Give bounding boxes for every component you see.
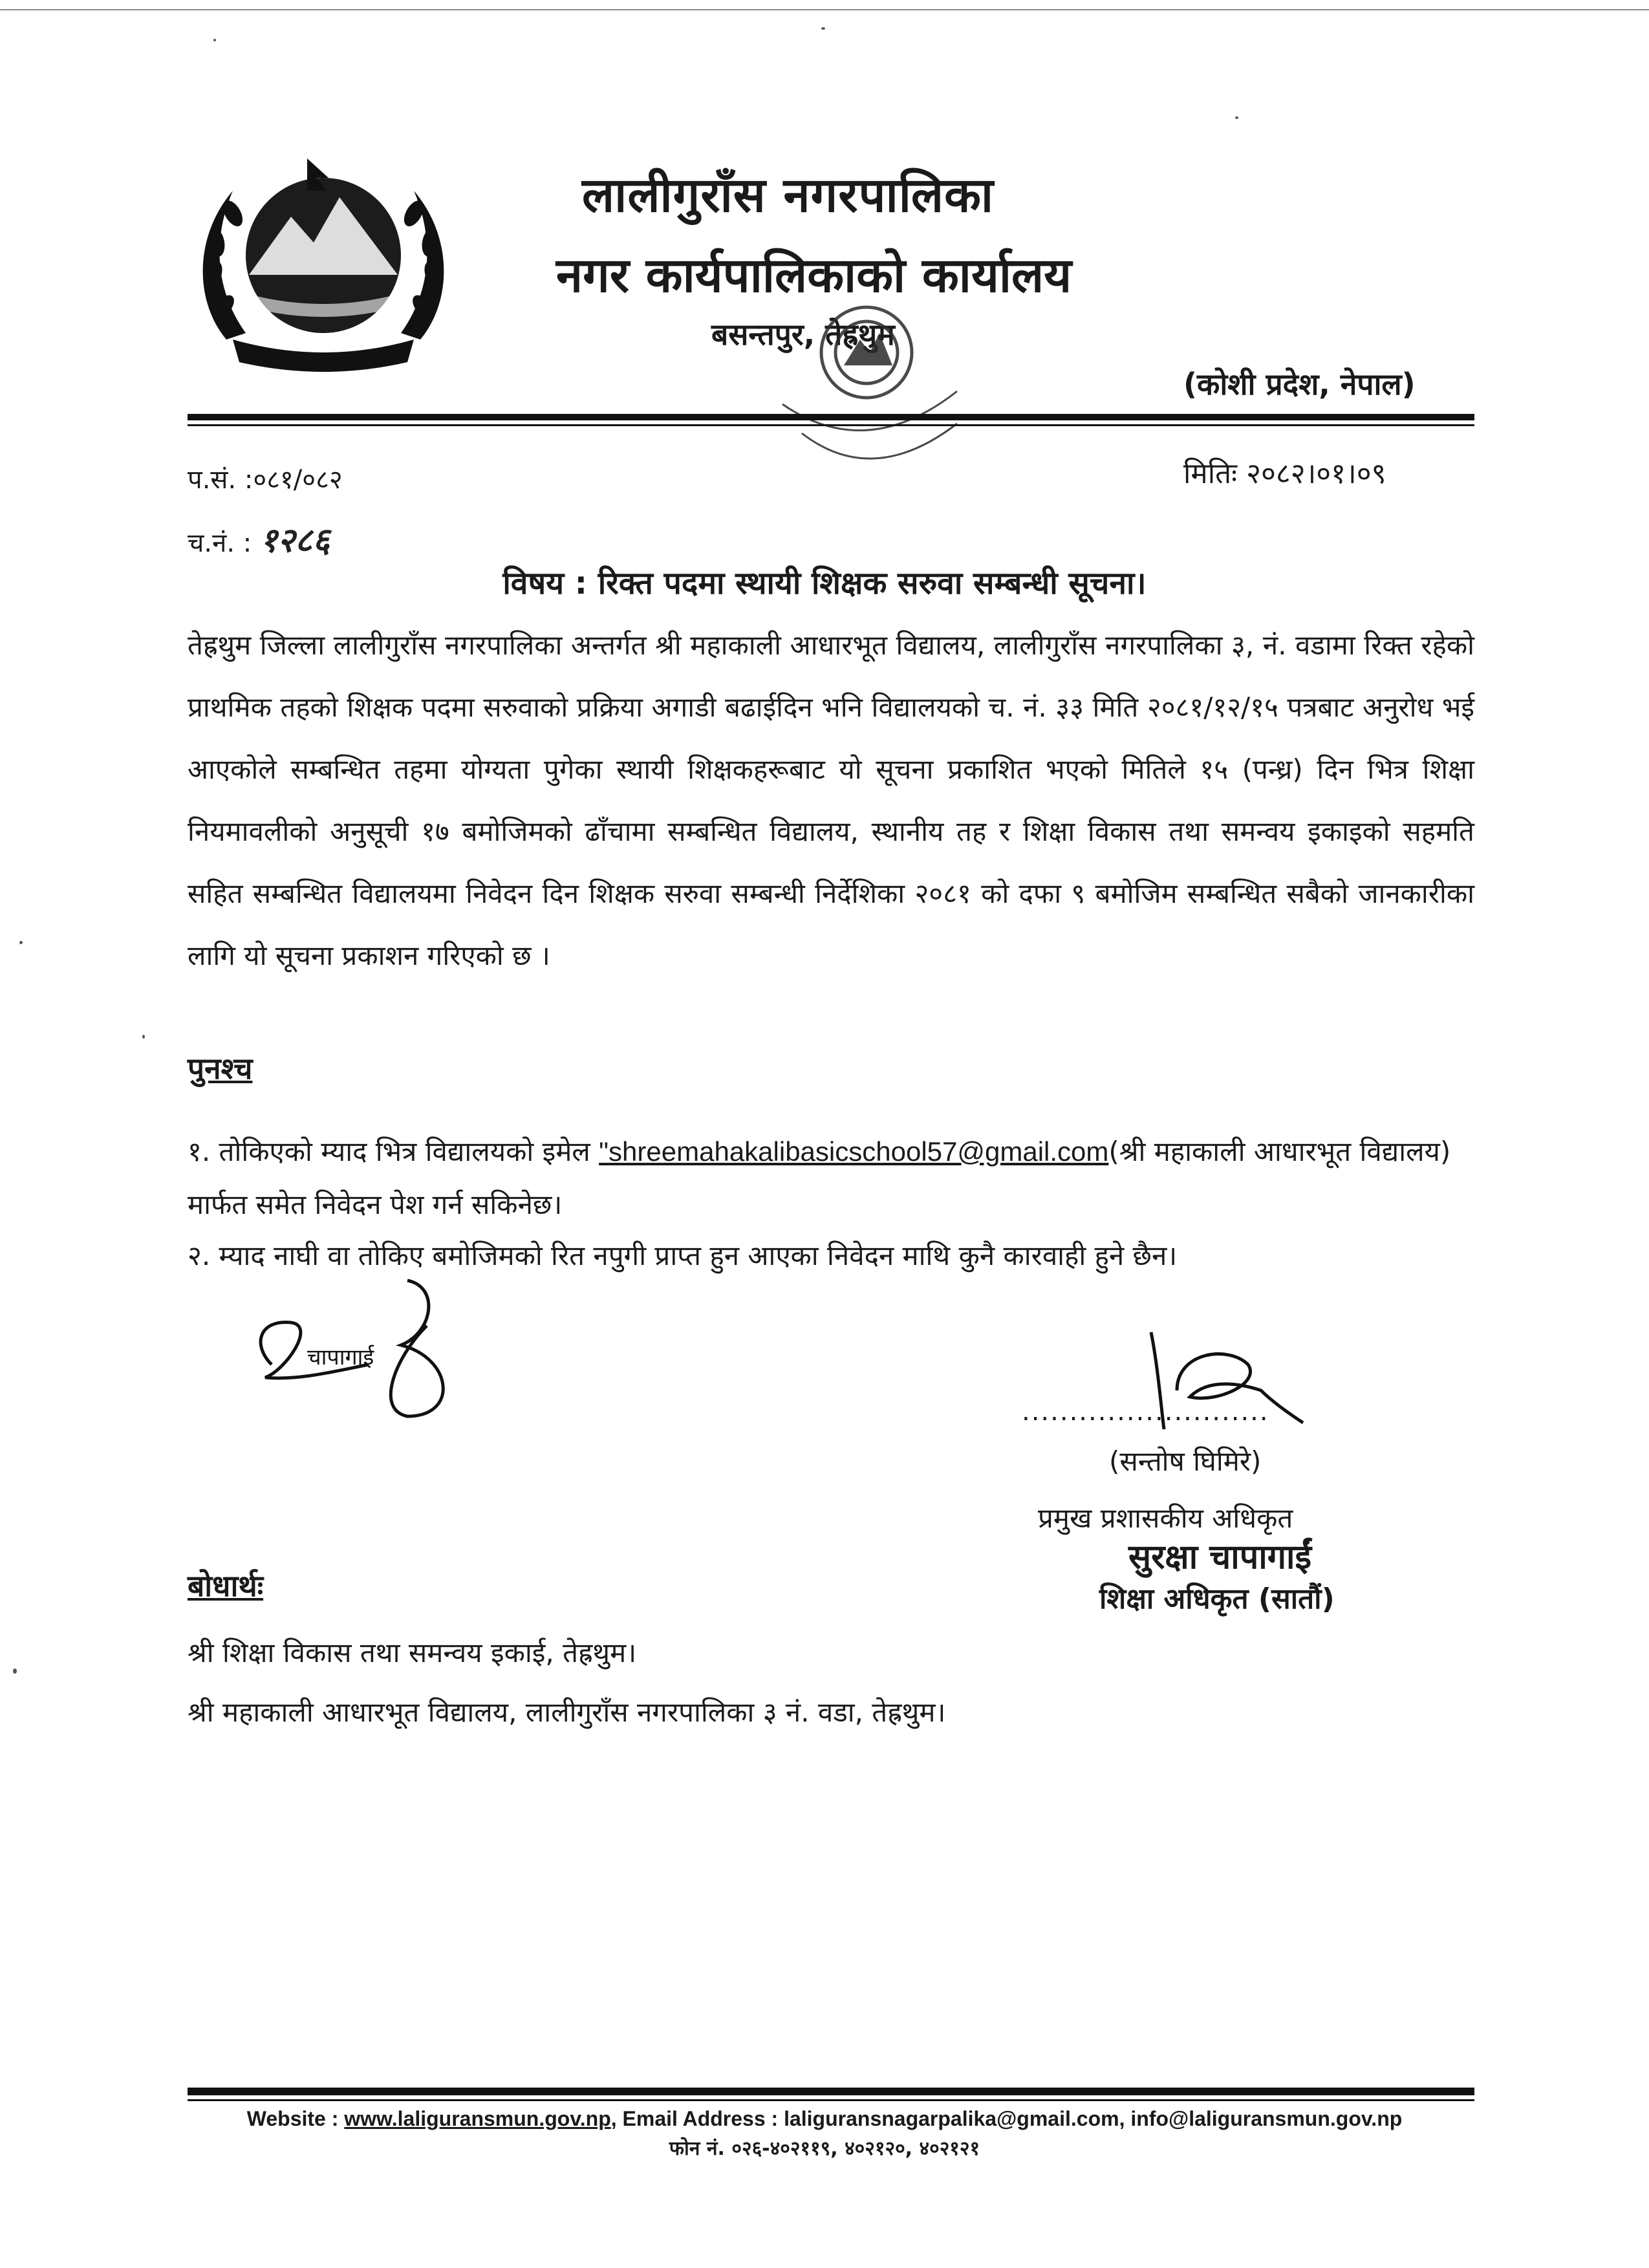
cc-list: [188, 1623, 945, 1742]
footer-divider-thin: [188, 2099, 1474, 2101]
postscript-heading: पुनश्च: [188, 1051, 253, 1086]
postscript-item-1: [188, 1125, 1474, 1231]
dispatch-number: [188, 516, 330, 562]
website-label: Website :: [246, 2107, 345, 2130]
letter-date: [1183, 453, 1386, 491]
notice-body: तेह्रथुम जिल्ला लालीगुराँस नगरपालिका अन्तर्गत श्री महाकाली आधारभूत विद्यालय, लालीगुराँस नगरपालिका ३, नं. वडामा रिक्त रहेको प्राथमिक तहको शिक्षक पदमा सरुवाको प्रक्रिया अगाडी बढाईदिन भनि विद्यालयको च. नं. ३३ मिति २०८१/१२/१५ पत्रबाट अनुरोध भई आएकोले सम्बन्धित तहमा योग्यता पुगेका स्थायी शिक्षकहरूबाट यो सूचना प्रकाशित भएको मितिले १५ (पन्ध्र) दिन भित्र शिक्षा नियमावलीको अनुसूची १७ बमोजिमको ढाँचामा सम्बन्धित विद्यालय, स्थानीय तह र शिक्षा विकास तथा समन्वय इकाइको सहमति सहित सम्बन्धित विद्यालयमा निवेदन दिन शिक्षक सरुवा सम्बन्धी निर्देशिका २०८१ को दफा ९ बमोजिम सम्बन्धित सबैको जानकारीका लागि यो सूचना प्रकाशन गरिएको छ ।: [188, 629, 1474, 971]
school-email-link[interactable]: "shreemahakalibasicschool57@gmail.com: [599, 1136, 1109, 1167]
office-name: नगर कार्यपालिकाको कार्यालय: [556, 248, 1072, 303]
signatory-name: (सन्तोष घिमिरे): [1109, 1445, 1262, 1477]
reference-label: प.सं. :: [188, 465, 253, 495]
footer-phone: फोन नं. ०२६-४०२११९, ४०२१२०, ४०२१२१: [669, 2137, 980, 2160]
org-name: लालीगुराँस नगरपालिका: [582, 167, 995, 223]
subject-text: रिक्त पदमा स्थायी शिक्षक सरुवा सम्बन्धी सूचना।: [598, 565, 1147, 601]
reference-number: [188, 460, 343, 496]
date-label: मितिः: [1183, 457, 1238, 490]
second-signatory-name: सुरक्षा चापागाईं: [1128, 1538, 1312, 1577]
subject-label: विषय :: [502, 565, 587, 601]
date-value: २०८२।०१।०९: [1246, 457, 1386, 490]
scan-edge-line: [0, 9, 1649, 10]
postscript-item-1-text: १. तोकिएको म्याद भित्र विद्यालयको इमेल: [188, 1136, 599, 1167]
footer-emails[interactable]: laliguransnagarpalika@gmail.com, info@laliguransmun.gov.np: [784, 2107, 1403, 2130]
handwritten-signature-left-text: चापागाई: [307, 1345, 374, 1370]
province-label: (कोशी प्रदेश, नेपाल): [1183, 367, 1416, 402]
header-divider: [188, 414, 1474, 420]
subject-line: [0, 561, 1649, 603]
office-seal-stamp: [744, 294, 989, 501]
website-link[interactable]: www.laliguransmun.gov.np: [344, 2107, 611, 2130]
postscript-item-1-tail: (श्री महाकाली आधारभूत विद्यालय) मार्फत समेत निवेदन पेश गर्न सकिनेछ।: [188, 1136, 1451, 1220]
cc-item: श्री शिक्षा विकास तथा समन्वय इकाई, तेह्रथुम।: [188, 1637, 637, 1669]
handwritten-signature-left: [246, 1268, 491, 1423]
email-label: , Email Address :: [610, 2107, 784, 2130]
footer-contact: [0, 2107, 1649, 2131]
dispatch-label: च.नं. :: [188, 528, 252, 558]
cc-item: श्री महाकाली आधारभूत विद्यालय, लालीगुराँस नगरपालिका ३ नं. वडा, तेह्रथुम।: [188, 1696, 946, 1728]
signatory-title: प्रमुख प्रशासकीय अधिकृत: [1038, 1502, 1293, 1534]
header-divider-thin: [188, 424, 1474, 426]
dispatch-value: १२८६: [259, 521, 330, 560]
reference-value: ०८१/०८२: [253, 465, 343, 495]
office-address: बसन्तपुर, तेह्रथुम: [711, 317, 895, 352]
nepal-emblem-logo: [188, 146, 459, 385]
footer-divider: [188, 2088, 1474, 2095]
second-signatory-title: शिक्षा अधिकृत (सातौं): [1099, 1582, 1335, 1615]
cc-heading: बोधार्थः: [188, 1568, 264, 1603]
signature-line: ..........................: [1022, 1397, 1269, 1427]
postscript-item-2: २. म्याद नाघी वा तोकिए बमोजिमको रित नपुगी प्राप्त हुन आएका निवेदन माथि कुनै कारवाही हुने छैन।: [188, 1240, 1178, 1271]
